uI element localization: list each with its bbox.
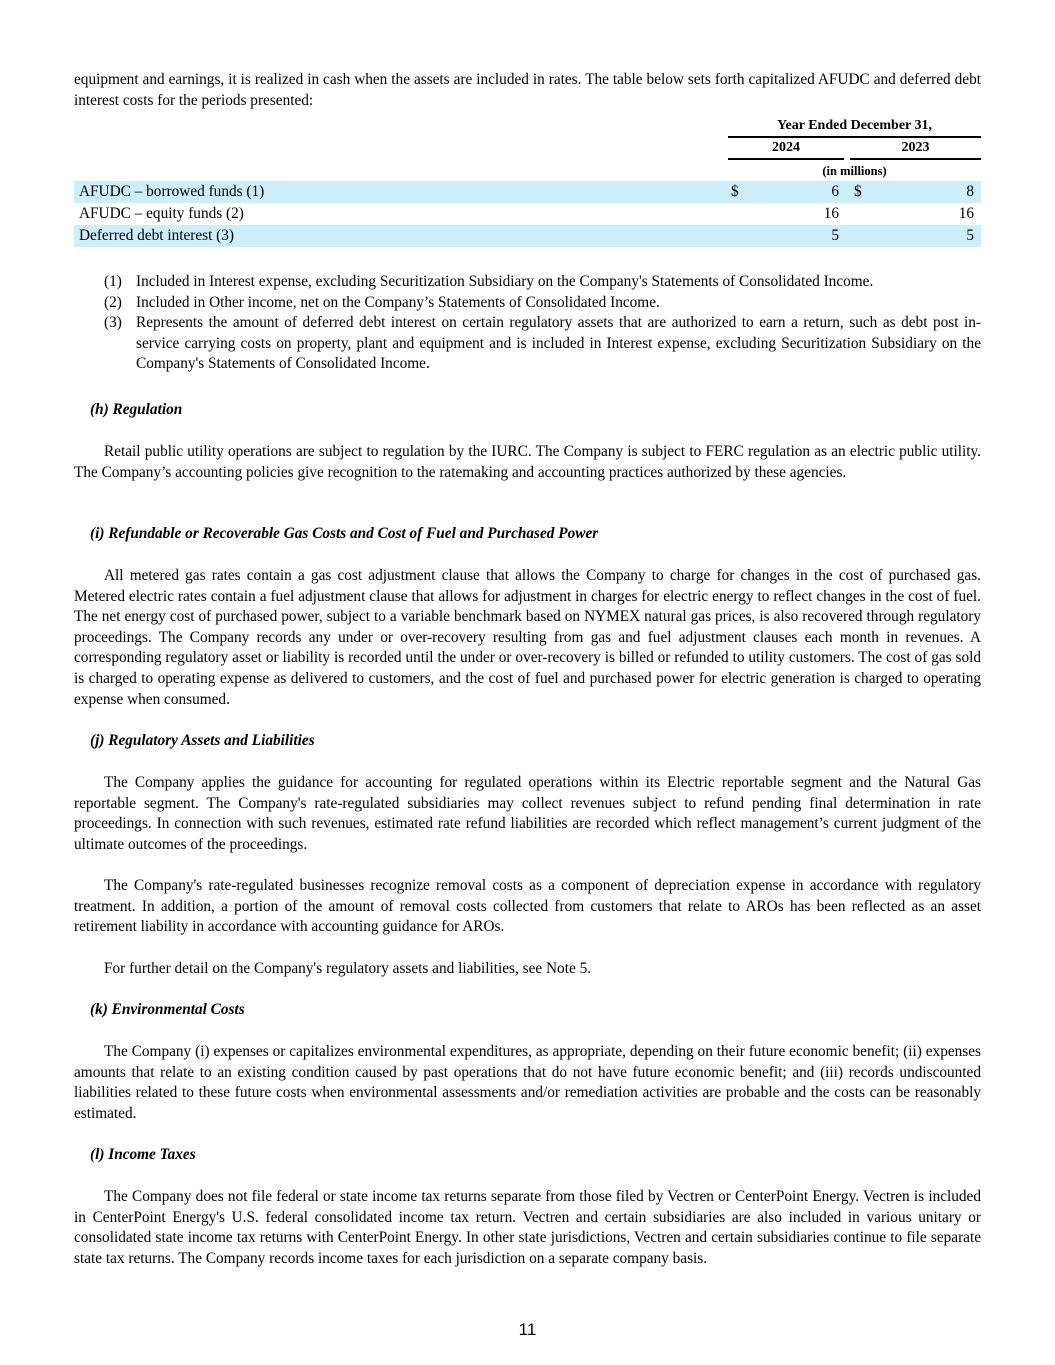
table-header-2024: 2024 — [728, 138, 844, 160]
currency-symbol: $ — [854, 183, 862, 200]
paragraph-income-taxes: The Company does not file federal or state income tax returns separate from those filed by Vectren or CenterPoint Energy. Vectren is included in CenterPoint Energy's U.S. federal consolidated income tax return. Vectren and certain subsidiaries are also included in various unitary or consolidated state income tax returns with CenterPoint Energy. In other state jurisdictions, Vectren and certain subsidiaries continue to file separate state tax returns. The Company records income taxes for each jurisdiction on a separate company basis. — [74, 1188, 981, 1267]
section-heading-regulatory-assets: (j) Regulatory Assets and Liabilities — [90, 732, 315, 749]
section-heading-gas-costs: (i) Refundable or Recoverable Gas Costs and Cost of Fuel and Purchased Power — [90, 525, 599, 542]
footnote-text: Represents the amount of deferred debt interest on certain regulatory assets that are authorized to earn a return, such as debt post in-service carrying costs on property, plant and equipment and is included in Interest expense, excluding Securitization Subsidiary on the Company's Statements of Consolidated Income. — [136, 314, 981, 373]
currency-symbol: $ — [731, 183, 739, 200]
value-2023: 8 — [966, 183, 974, 200]
footnote — [104, 272, 981, 293]
footnote-text: Included in Interest expense, excluding Securitization Subsidiary on the Company's Statements of Consolidated Income. — [136, 273, 874, 290]
value-2023: 16 — [958, 205, 974, 222]
section-heading-environmental: (k) Environmental Costs — [90, 1001, 245, 1018]
intro-paragraph: equipment and earnings, it is realized in cash when the assets are included in rates. The table below sets forth capitalized AFUDC and deferred debt interest costs for the periods presented: — [74, 71, 981, 109]
section-heading-income-taxes: (l) Income Taxes — [90, 1146, 196, 1163]
row-label: AFUDC – borrowed funds (1) — [79, 183, 265, 200]
paragraph-regulatory-assets-2: The Company's rate-regulated businesses recognize removal costs as a component of depreciation expense in accordance with regulatory treatment. In addition, a portion of the amount of removal costs collected from customers that relate to AROs has been reflected as an asset retirement liability in accordance with accounting guidance for AROs. — [74, 877, 981, 936]
paragraph-regulatory-assets-3: For further detail on the Company's regulatory assets and liabilities, see Note 5. — [104, 960, 592, 977]
value-2024: 5 — [831, 227, 839, 244]
paragraph-gas-costs: All metered gas rates contain a gas cost adjustment clause that allows the Company to charge for changes in the cost of purchased gas. Metered electric rates contain a fuel adjustment clause that allows for adjustment in charges for electric energy to reflect changes in the cost of fuel. The net energy cost of purchased power, subject to a variable benchmark based on NYMEX natural gas prices, is also recovered through regulatory proceedings. The Company records any under or over-recovery resulting from gas and fuel adjustment clauses each month in revenues. A corresponding regulatory asset or liability is recorded until the under or over-recovery is billed or refunded to utility customers. The cost of gas sold is charged to operating expense as delivered to customers, and the cost of fuel and purchased power for electric generation is charged to operating expense when consumed. — [74, 567, 981, 708]
footnote-number: (2) — [104, 293, 122, 311]
paragraph-regulatory-assets-1: The Company applies the guidance for accounting for regulated operations within its Electric reportable segment and the Natural Gas reportable segment. The Company's rate-regulated subsidiaries may collect revenues subject to refund pending final determination in rate proceedings. In connection with such revenues, estimated rate refund liabilities are recorded which reflect management’s current judgment of the ultimate outcomes of the proceedings. — [74, 774, 981, 853]
table-header-2023: 2023 — [850, 138, 981, 160]
value-2024: 16 — [823, 205, 839, 222]
footnote-text: Included in Other income, net on the Company’s Statements of Consolidated Income. — [136, 293, 660, 311]
paragraph-regulation: Retail public utility operations are subject to regulation by the IURC. The Company is subject to FERC regulation as an electric public utility. The Company’s accounting policies give recognition to the ratemaking and accounting practices authorized by these agencies. — [74, 443, 981, 481]
table-units: (in millions) — [822, 164, 887, 178]
table-header-period: Year Ended December 31, — [728, 116, 981, 138]
table-row — [74, 225, 981, 247]
row-label: AFUDC – equity funds (2) — [79, 205, 244, 222]
table-row — [74, 203, 981, 225]
paragraph-environmental: The Company (i) expenses or capitalizes environmental expenditures, as appropriate, depending on their future economic benefit; (ii) expenses amounts that relate to an existing condition caused by past operations that do not have future economic benefit; and (iii) records undiscounted liabilities related to these future costs when environmental assessments and/or remediation activities are probable and the costs can be reasonably estimated. — [74, 1043, 981, 1122]
value-2023: 5 — [966, 227, 974, 244]
footnotes — [104, 272, 981, 375]
footnote-number: (1) — [104, 273, 122, 290]
value-2024: 6 — [831, 183, 839, 200]
section-heading-regulation: (h) Regulation — [90, 401, 183, 418]
footnote — [104, 313, 981, 375]
footnote — [104, 293, 981, 314]
row-label: Deferred debt interest (3) — [79, 227, 235, 244]
table-row — [74, 181, 981, 203]
footnote-number: (3) — [104, 314, 122, 332]
page-number: 11 — [518, 1320, 537, 1339]
